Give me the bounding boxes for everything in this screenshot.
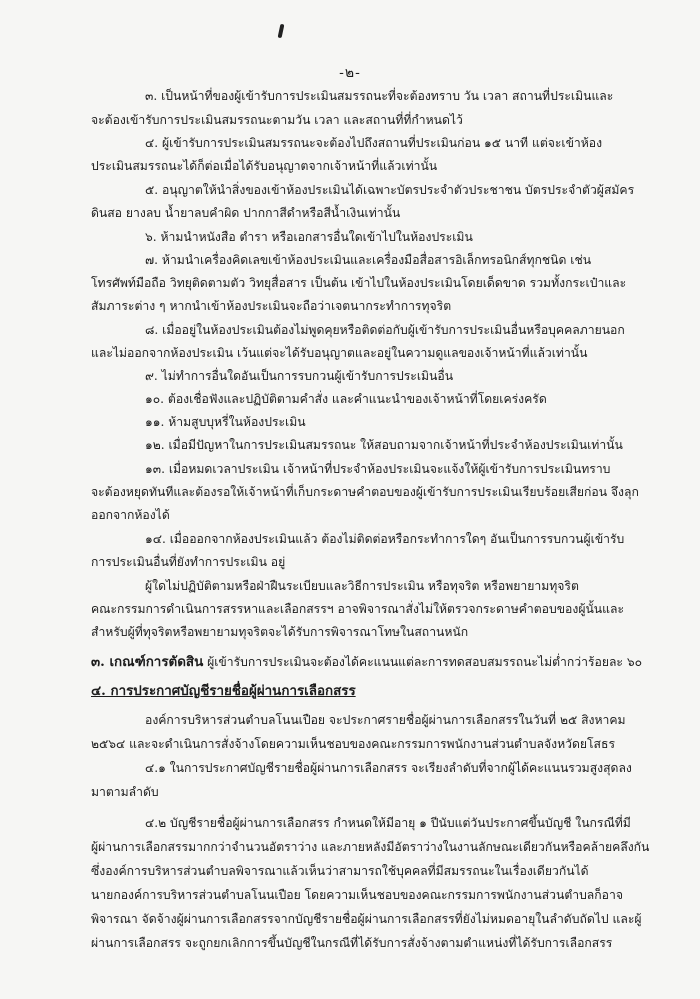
rule-4-line-2: ประเมินสมรรถนะได้ก็ต่อเมื่อได้รับอนุญาตจากเจ้าหน้าที่แล้วเท่านั้น [91,159,438,173]
rule-8-line-1: ๘. เมื่ออยู่ในห้องประเมินต้องไม่พูดคุยหรือติดต่อกับผู้เข้ารับการประเมินอื่นหรือบุคคลภายนอก [145,323,625,337]
section-4-2-line-1: ๔.๒ บัญชีรายชื่อผู้ผ่านการเลือกสรร กำหนดให้มีอายุ ๑ ปีนับแต่วันประกาศขึ้นบัญชี ในกรณีที่มี [145,816,631,830]
rule-5-line-2: ดินสอ ยางลบ น้ำยาลบคำผิด ปากกาสีดำหรือสีน้ำเงินเท่านั้น [91,206,401,220]
section-4-2-line-4: นายกองค์การบริหารส่วนตำบลโนนเปือย โดยความเห็นชอบของคณะกรรมการพนักงานส่วนตำบลก็อาจ [91,888,623,902]
penalty-line-3: สำหรับผู้ที่ทุจริตหรือพยายามทุจริตจะได้รับการพิจารณาโทษในสถานหนัก [91,625,469,639]
section-4-1-line-1: ๔.๑ ในการประกาศบัญชีรายชื่อผู้ผ่านการเลือกสรร จะเรียงลำดับที่จากผู้ได้คะแนนรวมสูงสุดลง [145,761,632,775]
rule-6: ๖. ห้ามนำหนังสือ ตำรา หรือเอกสารอื่นใดเข้าไปในห้องประเมิน [145,230,473,244]
rule-7-line-2: โทรศัพท์มือถือ วิทยุติดตามตัว วิทยุสื่อสาร เป็นต้น เข้าไปในห้องประเมินโดยเด็ดขาด รวมทั้งกระเป๋าและ [91,276,627,290]
section-4-2-line-5: พิจารณา จัดจ้างผู้ผ่านการเลือกสรรจากบัญชีรายชื่อผู้ผ่านการเลือกสรรที่ยังไม่หมดอายุในลำดับถัดไป และผู้ [91,912,642,926]
section-3-text: ผู้เข้ารับการประเมินจะต้องได้คะแนนแต่ละการทดสอบสมรรถนะไม่ต่ำกว่าร้อยละ ๖๐ [203,655,643,669]
rule-12: ๑๒. เมื่อมีปัญหาในการประเมินสมรรถนะ ให้สอบถามจากเจ้าหน้าที่ประจำห้องประเมินเท่านั้น [145,438,623,452]
section-3 [91,654,642,670]
section-4-line-1: องค์การบริหารส่วนตำบลโนนเปือย จะประกาศรายชื่อผู้ผ่านการเลือกสรรในวันที่ ๒๕ สิงหาคม [145,713,626,727]
rule-8-line-2: และไม่ออกจากห้องประเมิน เว้นแต่จะได้รับอนุญาตและอยู่ในความดูแลของเจ้าหน้าที่แล้วเท่านั้น [91,346,588,360]
rule-3-line-1: ๓. เป็นหน้าที่ของผู้เข้ารับการประเมินสมรรถนะที่จะต้องทราบ วัน เวลา สถานที่ประเมินและ [145,89,614,103]
rule-10: ๑๐. ต้องเชื่อฟังและปฏิบัติตามคำสั่ง และคำแนะนำของเจ้าหน้าที่โดยเคร่งครัด [145,392,547,406]
rule-13-line-1: ๑๓. เมื่อหมดเวลาประเมิน เจ้าหน้าที่ประจำห้องประเมินจะแจ้งให้ผู้เข้ารับการประเมินทราบ [145,462,611,476]
rule-5-line-1: ๕. อนุญาตให้นำสิ่งของเข้าห้องประเมินได้เฉพาะบัตรประจำตัวประชาชน บัตรประจำตัวผู้สมัคร [145,183,635,197]
section-3-heading: ๓. เกณฑ์การตัดสิน [91,654,204,670]
rule-13-line-2: จะต้องหยุดทันทีและต้องรอให้เจ้าหน้าที่เก็บกระดาษคำตอบของผู้เข้ารับการประเมินเรียบร้อยเสียก่อน จึงลุก [91,485,639,499]
section-4-1-line-2: มาตามลำดับ [91,785,159,799]
rule-7-line-3: สัมภาระต่าง ๆ หากนำเข้าห้องประเมินจะถือว่าเจตนากระทำการทุจริต [91,299,452,313]
page-number: -๒- [339,65,361,81]
rule-13-line-3: ออกจากห้องได้ [91,508,170,522]
section-4-2-line-2: ผู้ผ่านการเลือกสรรมากกว่าจำนวนอัตราว่าง และภายหลังมีอัตราว่างในงานลักษณะเดียวกันหรือคล้ายคลึงกัน [91,840,650,854]
rule-14-line-2: การประเมินอื่นที่ยังทำการประเมิน อยู่ [91,555,286,569]
section-4-2-line-6: ผ่านการเลือกสรร จะถูกยกเลิกการขึ้นบัญชีในกรณีที่ได้รับการสั่งจ้างตามตำแหน่งที่ได้รับการเลือกสรร [91,936,613,950]
section-4-2-line-3: ซึ่งองค์การบริหารส่วนตำบลพิจารณาแล้วเห็นว่าสามารถใช้บุคคลที่มีสมรรถนะในเรื่องเดียวกันได้ [91,864,589,878]
rule-3-line-2: จะต้องเข้ารับการประเมินสมรรถนะตามวัน เวลา และสถานที่ที่กำหนดไว้ [91,113,463,127]
scan-mark [278,24,285,39]
section-4-line-2: ๒๕๖๔ และจะดำเนินการสั่งจ้างโดยความเห็นชอบของคณะกรรมการพนักงานส่วนตำบลจังหวัดยโสธร [91,737,615,751]
rule-14-line-1: ๑๔. เมื่อออกจากห้องประเมินแล้ว ต้องไม่ติดต่อหรือกระทำการใดๆ อันเป็นการรบกวนผู้เข้ารับ [145,532,625,546]
rule-4-line-1: ๔. ผู้เข้ารับการประเมินสมรรถนะจะต้องไปถึงสถานที่ประเมินก่อน ๑๕ นาที แต่จะเข้าห้อง [145,136,603,150]
rule-9: ๙. ไม่ทำการอื่นใดอันเป็นการรบกวนผู้เข้ารับการประเมินอื่น [145,369,454,383]
penalty-line-2: คณะกรรมการดำเนินการสรรหาและเลือกสรรฯ อาจพิจารณาสั่งไม่ให้ตรวจกระดาษคำตอบของผู้นั้นและ [91,602,625,616]
rule-7-line-1: ๗. ห้ามนำเครื่องคิดเลขเข้าห้องประเมินและเครื่องมือสื่อสารอิเล็กทรอนิกส์ทุกชนิด เช่น [145,253,592,267]
section-4-heading: ๔. การประกาศบัญชีรายชื่อผู้ผ่านการเลือกสรร [91,683,356,699]
rule-11: ๑๑. ห้ามสูบบุหรี่ในห้องประเมิน [145,415,306,429]
penalty-line-1: ผู้ใดไม่ปฏิบัติตามหรือฝ่าฝืนระเบียบและวิธีการประเมิน หรือทุจริต หรือพยายามทุจริต [145,579,579,593]
